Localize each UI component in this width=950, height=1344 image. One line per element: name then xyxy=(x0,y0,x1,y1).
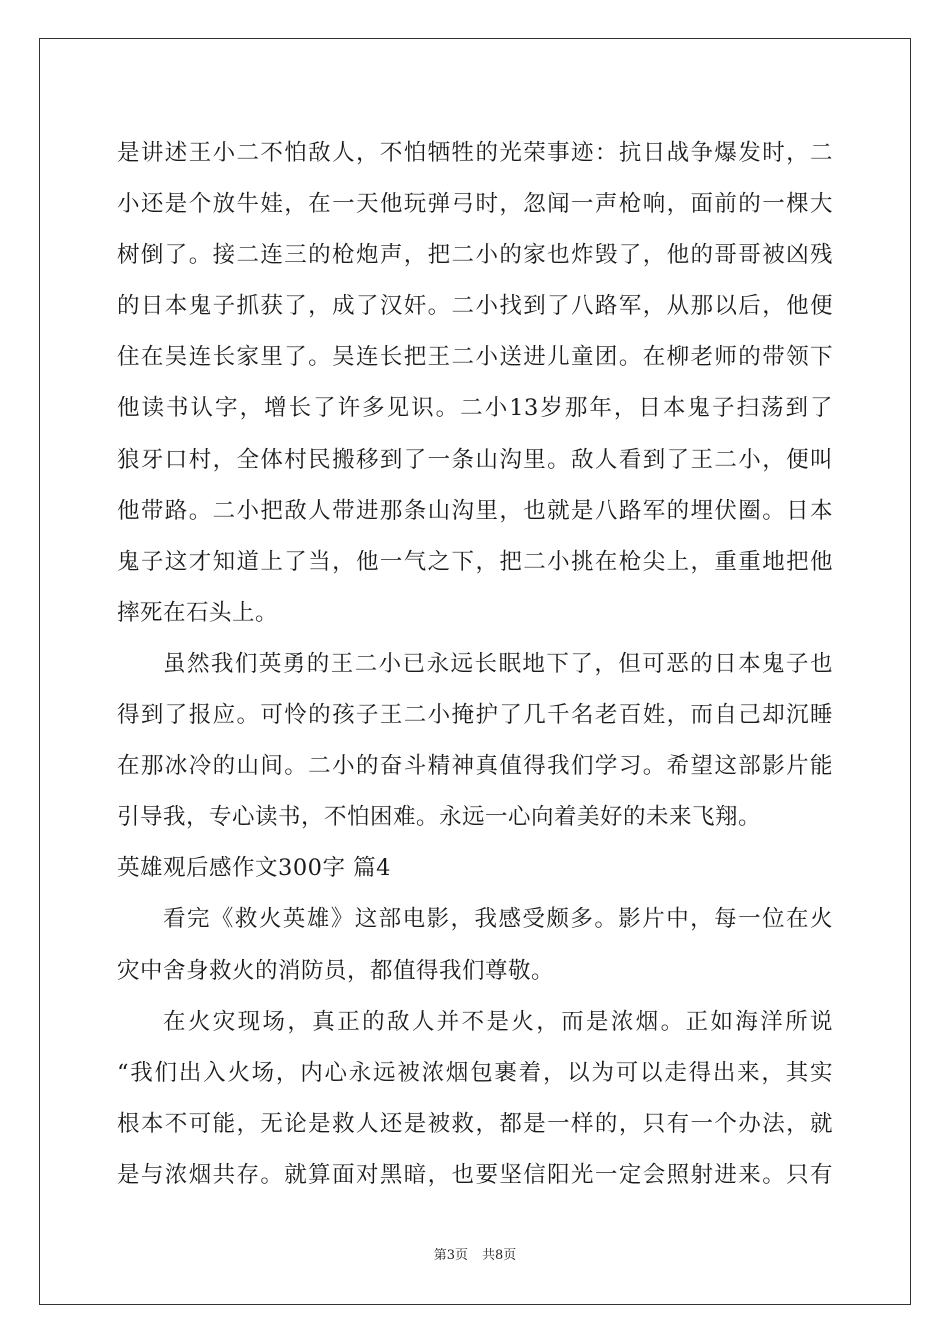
text-line: 是与浓烟共存。就算面对黑暗，也要坚信阳光一定会照射进来。只有 xyxy=(117,1161,833,1188)
text-line: 虽然我们英勇的王二小已永远长眠地下了，但可恶的日本鬼子也 xyxy=(163,650,833,677)
text-line: 是讲述王小二不怕敌人，不怕牺牲的光荣事迹：抗日战争爆发时，二 xyxy=(117,140,833,166)
text-line: 在火灾现场，真正的敌人并不是火，而是浓烟。正如海洋所说 xyxy=(163,1008,833,1035)
text-line: 小还是个放牛娃，在一天他玩弹弓时，忽闻一声枪响，面前的一棵大 xyxy=(117,191,833,218)
text-line: 的日本鬼子抓获了，成了汉奸。二小找到了八路军，从那以后，他便 xyxy=(117,293,833,320)
text-line: 根本不可能，无论是救人还是被救，都是一样的，只有一个办法，就 xyxy=(117,1110,833,1137)
text-line: 灾中舍身救火的消防员，都值得我们尊敬。 xyxy=(117,957,555,984)
page-number: 第3页 xyxy=(433,1248,468,1263)
text-line: 看完《救火英雄》这部电影，我感受颇多。影片中，每一位在火 xyxy=(163,906,833,933)
page-footer xyxy=(0,1246,950,1266)
page-total: 共8页 xyxy=(482,1248,517,1263)
text-line: 引导我，专心读书，不怕困难。永远一心向着美好的未来飞翔。 xyxy=(117,804,762,831)
text-line: 摔死在石头上。 xyxy=(117,599,279,626)
text-line: 狼牙口村，全体村民搬移到了一条山沟里。敌人看到了王二小，便叫 xyxy=(117,446,833,473)
text-line: 他带路。二小把敌人带进那条山沟里，也就是八路军的埋伏圈。日本 xyxy=(117,497,833,524)
section-heading: 英雄观后感作文300字 篇4 xyxy=(117,855,391,882)
text-line: 鬼子这才知道上了当，他一气之下，把二小挑在枪尖上，重重地把他 xyxy=(117,548,833,575)
text-line: “我们出入火场，内心永远被浓烟包裹着，以为可以走得出来，其实 xyxy=(117,1059,833,1086)
text-line: 住在吴连长家里了。吴连长把王二小送进儿童团。在柳老师的带领下 xyxy=(117,344,833,371)
text-line: 他读书认字，增长了许多见识。二小13岁那年，日本鬼子扫荡到了 xyxy=(117,395,833,422)
text-line: 在那冰冷的山间。二小的奋斗精神真值得我们学习。希望这部影片能 xyxy=(117,753,833,780)
text-line: 树倒了。接二连三的枪炮声，把二小的家也炸毁了，他的哥哥被凶残 xyxy=(117,242,833,269)
text-line: 得到了报应。可怜的孩子王二小掩护了几千名老百姓，而自己却沉睡 xyxy=(117,702,833,729)
document-body xyxy=(117,128,833,1201)
